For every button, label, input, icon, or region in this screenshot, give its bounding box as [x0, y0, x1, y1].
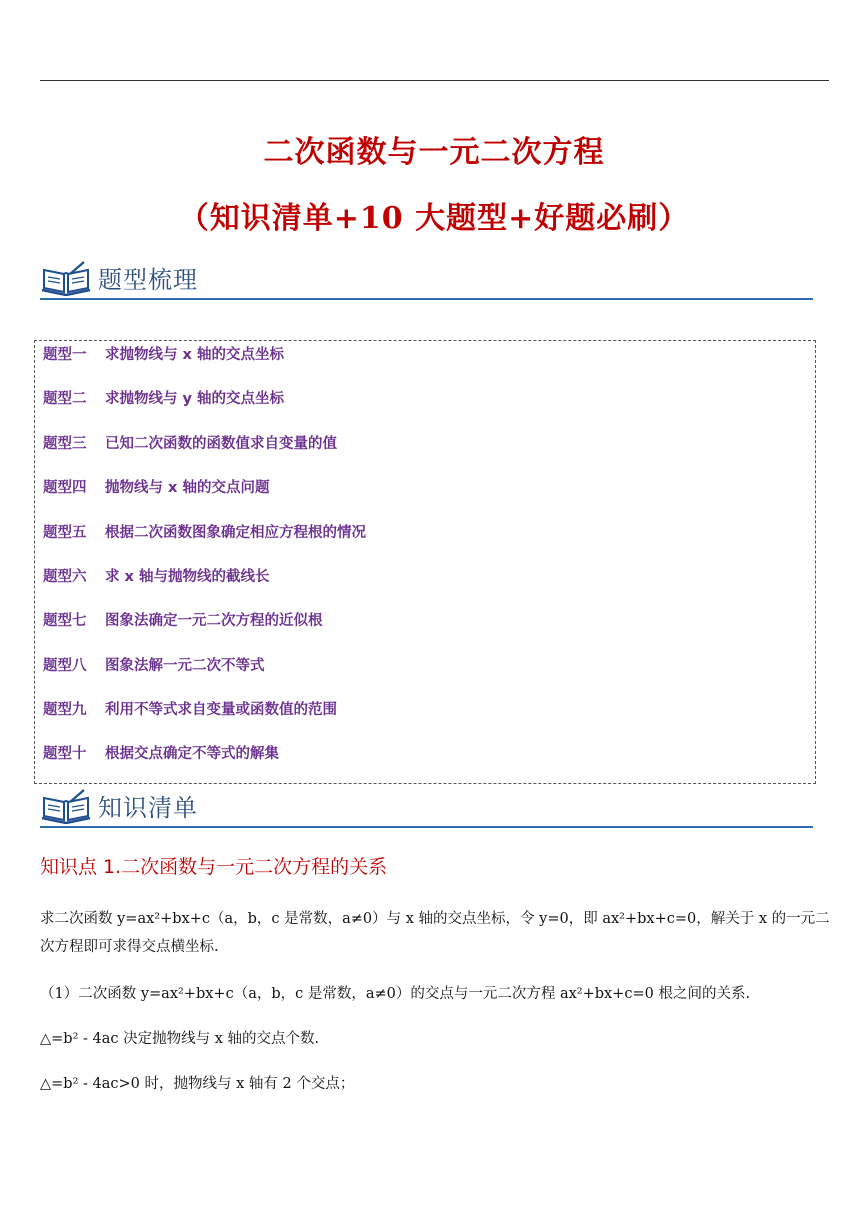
paragraph: △=b² - 4ac 决定抛物线与 x 轴的交点个数. — [40, 1031, 320, 1047]
section-header-types — [40, 260, 813, 300]
toc-item[interactable]: 题型七 图象法确定一元二次方程的近似根 — [43, 613, 323, 629]
page-title: 二次函数与一元二次方程 — [263, 135, 605, 170]
section-header-knowledge — [40, 788, 813, 828]
paragraph: △=b² - 4ac>0 时，抛物线与 x 轴有 2 个交点； — [40, 1076, 355, 1092]
paragraph: 求二次函数 y=ax²+bx+c（a，b，c 是常数，a≠0）与 x 轴的交点坐标，令 y=0，即 ax²+bx+c=0，解关于 x 的一元二次方程即可求得交点横坐标. — [40, 911, 830, 955]
book-icon — [40, 788, 92, 824]
page-subtitle: （知识清单+10 大题型+好题必刷） — [178, 201, 690, 236]
section-title-types: 题型梳理 — [98, 266, 198, 294]
book-icon — [40, 260, 92, 296]
knowledge-point-title: 知识点 1.二次函数与一元二次方程的关系 — [40, 856, 388, 878]
paragraph: （1）二次函数 y=ax²+bx+c（a，b，c 是常数，a≠0）的交点与一元二次方程 ax²+bx+c=0 根之间的关系. — [40, 986, 751, 1002]
section-title-knowledge: 知识清单 — [98, 794, 198, 822]
section-rule — [40, 298, 813, 300]
toc-item[interactable]: 题型三 已知二次函数的函数值求自变量的值 — [43, 436, 337, 452]
toc-item[interactable]: 题型六 求 x 轴与抛物线的截线长 — [43, 569, 270, 585]
toc-item[interactable]: 题型十 根据交点确定不等式的解集 — [43, 746, 279, 762]
section-rule — [40, 826, 813, 828]
header-rule — [40, 80, 829, 81]
toc-item[interactable]: 题型九 利用不等式求自变量或函数值的范围 — [43, 702, 337, 718]
toc-box — [34, 340, 816, 784]
toc-item[interactable]: 题型四 抛物线与 x 轴的交点问题 — [43, 480, 270, 496]
toc-item[interactable]: 题型八 图象法解一元二次不等式 — [43, 658, 265, 674]
toc-item[interactable]: 题型二 求抛物线与 y 轴的交点坐标 — [43, 391, 285, 407]
toc-item[interactable]: 题型五 根据二次函数图象确定相应方程根的情况 — [43, 525, 366, 541]
toc-item[interactable]: 题型一 求抛物线与 x 轴的交点坐标 — [43, 347, 284, 363]
